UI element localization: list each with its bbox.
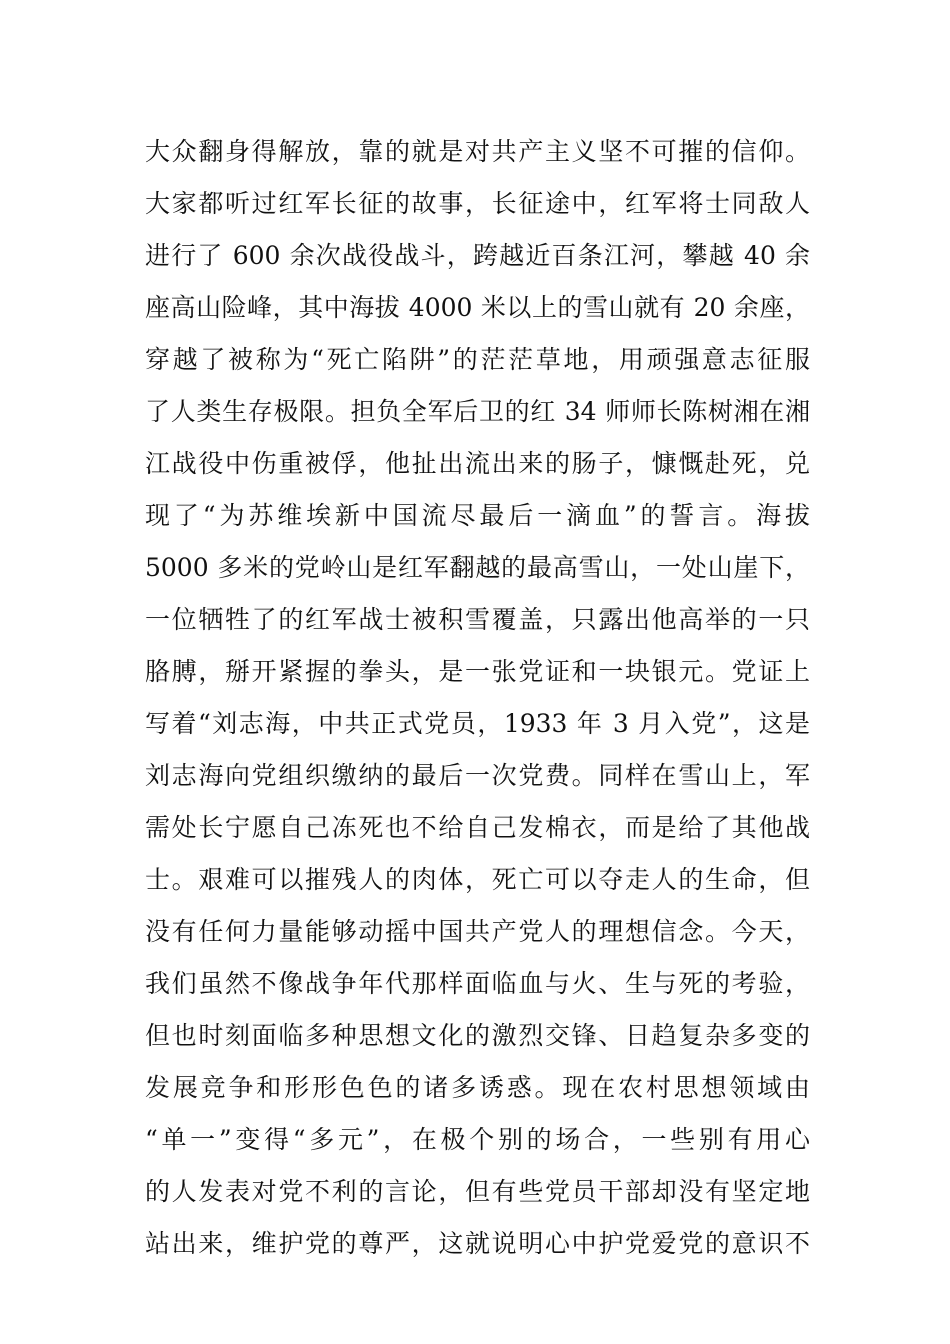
text-line-7: 江战役中伤重被俘，他扯出流出来的肠子，慷慨赴死，兑 — [145, 449, 810, 478]
text-line-17: 我们虽然不像战争年代那样面临血与火、生与死的考验， — [145, 969, 810, 998]
text-line-6: 了人类生存极限。担负全军后卫的红 34 师师长陈树湘在湘 — [145, 397, 810, 426]
text-line-2: 大家都听过红军长征的故事，长征途中，红军将士同敌人 — [145, 189, 810, 218]
text-line-5: 穿越了被称为“死亡陷阱”的茫茫草地，用顽强意志征服 — [145, 345, 810, 374]
text-line-8: 现了“为苏维埃新中国流尽最后一滴血”的誓言。海拔 — [145, 501, 810, 530]
text-line-20: “单一”变得“多元”，在极个别的场合，一些别有用心 — [145, 1125, 810, 1154]
text-line-18: 但也时刻面临多种思想文化的激烈交锋、日趋复杂多变的 — [145, 1021, 810, 1050]
text-line-12: 写着“刘志海，中共正式党员，1933 年 3 月入党”，这是 — [145, 709, 810, 738]
text-line-22: 站出来，维护党的尊严，这就说明心中护党爱党的意识不 — [145, 1229, 810, 1258]
text-line-11: 胳膊，掰开紧握的拳头，是一张党证和一块银元。党证上 — [145, 657, 810, 686]
text-line-1: 大众翻身得解放，靠的就是对共产主义坚不可摧的信仰。 — [145, 137, 810, 166]
text-line-16: 没有任何力量能够动摇中国共产党人的理想信念。今天， — [145, 917, 810, 946]
text-line-14: 需处长宁愿自己冻死也不给自己发棉衣，而是给了其他战 — [145, 813, 810, 842]
text-line-4: 座高山险峰，其中海拔 4000 米以上的雪山就有 20 余座， — [145, 293, 810, 322]
text-line-15: 士。艰难可以摧残人的肉体，死亡可以夺走人的生命，但 — [145, 865, 810, 894]
text-line-21: 的人发表对党不利的言论，但有些党员干部却没有坚定地 — [145, 1177, 810, 1206]
text-line-19: 发展竞争和形形色色的诸多诱惑。现在农村思想领域由 — [145, 1073, 810, 1102]
body-paragraph — [145, 126, 810, 1270]
text-line-10: 一位牺牲了的红军战士被积雪覆盖，只露出他高举的一只 — [145, 605, 810, 634]
text-line-9: 5000 多米的党岭山是红军翻越的最高雪山，一处山崖下， — [145, 553, 810, 582]
text-line-3: 进行了 600 余次战役战斗，跨越近百条江河，攀越 40 余 — [145, 241, 810, 270]
text-line-13: 刘志海向党组织缴纳的最后一次党费。同样在雪山上，军 — [145, 761, 810, 790]
